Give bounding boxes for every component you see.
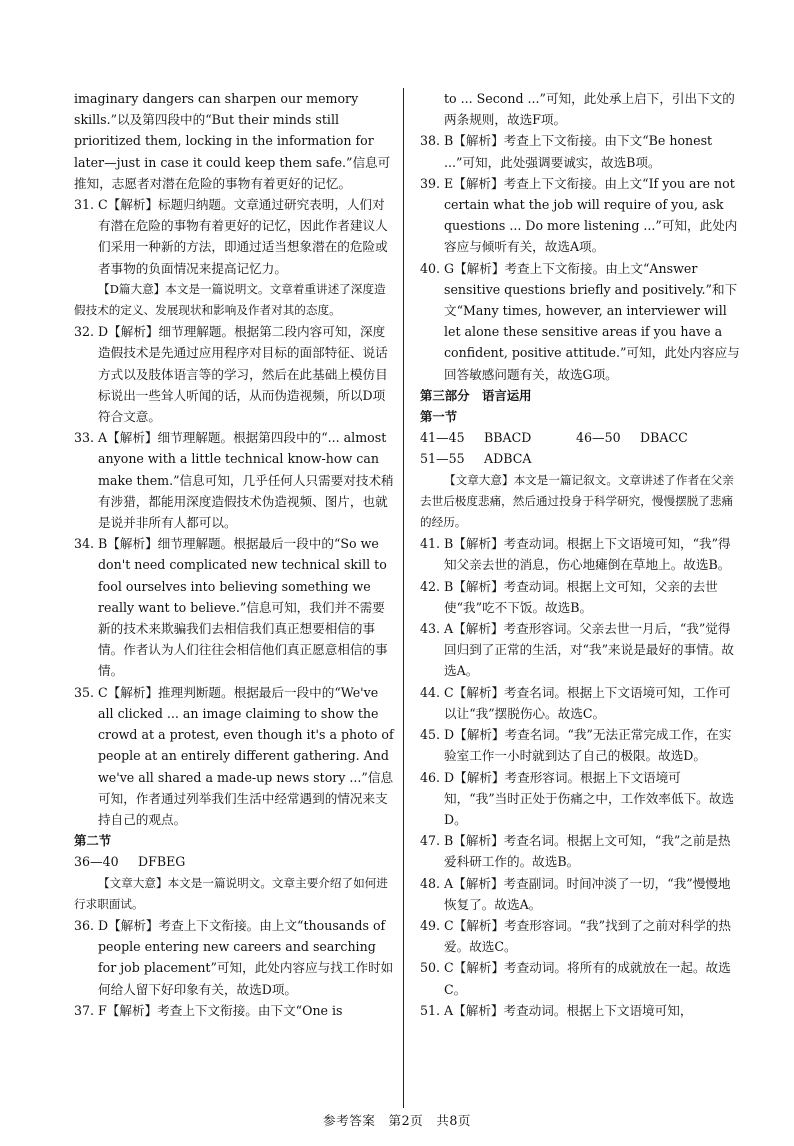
- left-column: [74, 88, 396, 1021]
- answer-letters: DFBEG: [138, 854, 186, 870]
- part-heading-3: 第三部分 语言运用: [420, 387, 532, 403]
- answer-item-46: 46. D【解析】考查形容词。根据上下文语境可知，“我”当时正处于伤痛之中，工作效率低下。故选D。: [420, 769, 734, 827]
- column-divider: [403, 88, 404, 1108]
- answer-item-35: 35. C【解析】推理判断题。根据最后一段中的“We've all clicked ... an image claiming to show the crowd at a protest, even though it's a photo of people at an entirely different gathering. And we've all shared a made-up news story ...”信息可知，作者通过列举我们生活中经常遇到的情况来支持自己的观点。: [74, 684, 394, 827]
- section-heading-2: 第二节: [74, 833, 112, 849]
- right-column: [420, 88, 742, 1021]
- answer-letters: ADBCA: [484, 451, 532, 467]
- answer-item-38: 38. B【解析】考查上下文衔接。由下文“Be honest ...”可知，此处强调要诚实，故选B项。: [420, 133, 713, 170]
- answer-item-51: 51. A【解析】考查动词。根据上下文语境可知，: [420, 1002, 693, 1018]
- answer-item-45: 45. D【解析】考查名词。“我”无法正常完成工作，在实验室工作一小时就到达了自己的极限。故选D。: [420, 727, 732, 764]
- answer-item-50: 50. C【解析】考查动词。将所有的成就放在一起。故选C。: [420, 960, 731, 997]
- answer-letters: BBACD: [484, 430, 532, 446]
- passage-summary-3: 【文章大意】本文是一篇记叙文。文章讲述了作者在父亲去世后极度悲痛，然后通过投身于科学研究，慢慢摆脱了悲痛的经历。: [420, 472, 734, 530]
- answer-item-44: 44. C【解析】考查名词。根据上下文语境可知，工作可以让“我”摆脱伤心。故选C。: [420, 684, 731, 721]
- answer-row-41-50: [420, 427, 742, 448]
- answer-row-51-55: [420, 448, 742, 469]
- answer-item-47: 47. B【解析】考查名词。根据上文可知，“我”之前是热爱科研工作的。故选B。: [420, 833, 731, 870]
- answer-item-37-continued: to ... Second ...”可知，此处承上启下，引出下文的两条规则，故选F项。: [444, 91, 735, 128]
- answer-range: 41—45: [420, 430, 465, 446]
- answer-letters: DBACC: [640, 430, 688, 446]
- answer-item-36: 36. D【解析】考查上下文衔接。由上文“thousands of people entering new careers and searching for job placement”可知，此处内容应与找工作时如何给人留下好印象有关，故选D项。: [74, 917, 394, 997]
- answer-item-41: 41. B【解析】考查动词。根据上下文语境可知，“我”得知父亲去世的消息，伤心地瘫倒在草地上。故选B。: [420, 536, 731, 573]
- passage-summary-2: 【文章大意】本文是一篇说明文。文章主要介绍了如何进行求职面试。: [74, 875, 388, 911]
- answer-item-43: 43. A【解析】考查形容词。父亲去世一月后，“我”觉得回归到了正常的生活，对“我”来说是最好的事情。故选A。: [420, 621, 734, 679]
- answer-item-37: 37. F【解析】考查上下文衔接。由下文“One is: [74, 1002, 343, 1018]
- section-heading-1: 第一节: [420, 409, 458, 425]
- answer-item-42: 42. B【解析】考查动词。根据上文可知，父亲的去世使“我”吃不下饭。故选B。: [420, 578, 718, 615]
- answer-item-32: 32. D【解析】细节理解题。根据第二段内容可知，深度造假技术是先通过应用程序对目标的面部特征、说话方式以及肢体语言等的学习，然后在此基础上模仿目标说出一些耸人听闻的话，从而伪造视频，所以D项符合文意。: [74, 324, 388, 425]
- answer-item-40: 40. G【解析】考查上下文衔接。由上文“Answer sensitive questions briefly and positively.”和下文“Many times, however, an interviewer will let alone these sensitive areas if you have a confident, positive attitude.”可知，此处内容应与回答敏感问题有关，故选G项。: [420, 260, 740, 382]
- answer-item-34: 34. B【解析】细节理解题。根据最后一段中的“So we don't need complicated new technical skill to fool ourselves into believing something we really want to believe.”信息可知，我们并不需要新的技术来欺骗我们去相信我们真正想要相信的事情。作者认为人们往往会相信他们真正愿意相信的事情。: [74, 536, 388, 679]
- answer-range: 36—40: [74, 854, 119, 870]
- answer-row-36-40: [74, 851, 396, 872]
- answer-item-49: 49. C【解析】考查形容词。“我”找到了之前对科学的热爱。故选C。: [420, 917, 732, 955]
- answer-range: 46—50: [576, 430, 621, 446]
- passage-d-summary: 【D篇大意】本文是一篇说明文。文章着重讲述了深度造假技术的定义、发展现状和影响及作者对其的态度。: [74, 281, 386, 318]
- answer-item-33: 33. A【解析】细节理解题。根据第四段中的“... almost anyone with a little technical know-how can make them.”信息可知，几乎任何人只需要对技术稍有涉猎，都能用深度造假技术伪造视频、图片，也就是说并非所有人都可以。: [74, 430, 394, 531]
- answer-item-39: 39. E【解析】考查上下文衔接。由上文“If you are not certain what the job will require of you, ask questions ... Do more listening ...”可知，此处内容应与倾听有关，故选A项。: [420, 175, 738, 255]
- page-footer: 参考答案 第2页 共8页: [323, 1113, 471, 1128]
- answer-item-48: 48. A【解析】考查副词。时间冲淡了一切，“我”慢慢地恢复了。故选A。: [420, 875, 731, 912]
- continued-paragraph: imaginary dangers can sharpen our memory skills.”以及第四段中的“But their minds still prioritized them, locking in the information for later—just in case it could keep them safe.”信息可推知，志愿者对潜在危险的事物有着更好的记忆。: [74, 91, 391, 191]
- answer-item-31: 31. C【解析】标题归纳题。文章通过研究表明，人们对有潜在危险的事物有着更好的记忆，因此作者建议人们采用一种新的方法，即通过适当想象潜在的危险或者事物的负面情况来提高记忆力。: [74, 197, 388, 276]
- answer-range: 51—55: [420, 451, 465, 467]
